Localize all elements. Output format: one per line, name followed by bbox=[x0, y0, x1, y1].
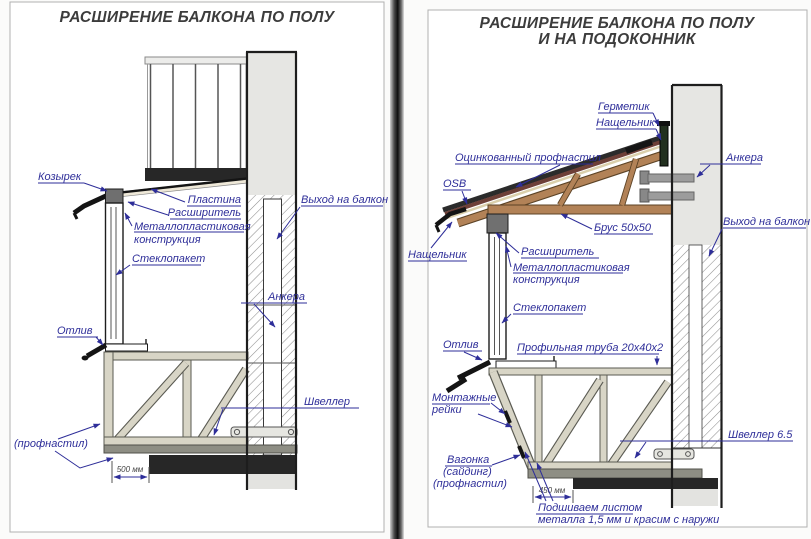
window-sill bbox=[496, 361, 556, 368]
wall-below bbox=[248, 474, 296, 489]
dimension-500-text: 500 мм bbox=[116, 465, 144, 474]
label-nashchelnik-top: Нащельник bbox=[596, 117, 655, 129]
truss-post bbox=[535, 375, 542, 462]
window-frame bbox=[489, 233, 506, 359]
page-fold-divider bbox=[390, 0, 404, 539]
label-steklopaket: Стеклопакет bbox=[132, 253, 206, 265]
right-panel-title-2: И НА ПОДОКОННИК bbox=[538, 31, 696, 48]
label-shveller: Швеллер 6.5 bbox=[728, 429, 793, 441]
wall-flashing-strip bbox=[660, 124, 668, 166]
horizontal-beam bbox=[488, 205, 672, 214]
hatched-wall bbox=[672, 245, 689, 448]
bottom-metal-bar bbox=[528, 469, 702, 478]
wall-section bbox=[672, 85, 722, 448]
label-metallo-1: Металлопластиковая bbox=[134, 221, 251, 233]
label-vagonka-2: (сайдинг) bbox=[443, 466, 492, 478]
channel-bracket bbox=[231, 427, 297, 437]
label-kozyrek: Козырек bbox=[38, 171, 82, 183]
label-nashchelnik-left: Нащельник bbox=[408, 249, 467, 261]
right-panel-title-1: РАСШИРЕНИЕ БАЛКОНА ПО ПОЛУ bbox=[479, 15, 755, 32]
label-metallo-1: Металлопластиковая bbox=[513, 262, 630, 274]
label-montazh-1: Монтажные bbox=[432, 392, 497, 404]
left-panel-title: РАСШИРЕНИЕ БАЛКОНА ПО ПОЛУ bbox=[59, 9, 335, 26]
bottom-metal-bar bbox=[104, 445, 297, 453]
label-ankera: Анкера bbox=[726, 152, 763, 164]
label-rasshiritel: Расширитель bbox=[521, 246, 595, 258]
truss-post bbox=[600, 375, 607, 462]
wall-section bbox=[246, 52, 297, 455]
truss-mid-post bbox=[183, 360, 191, 437]
left-panel bbox=[10, 2, 388, 532]
label-podshiv-1: Подшиваем листом bbox=[538, 502, 643, 514]
label-truba: Профильная труба 20х40х2 bbox=[517, 342, 664, 354]
label-vyhod: Выход на балкон bbox=[301, 194, 389, 206]
label-profnastil: (профнастил) bbox=[14, 438, 88, 450]
label-osb: OSB bbox=[443, 178, 467, 190]
label-vyhod: Выход на балкон bbox=[723, 216, 811, 228]
window-frame bbox=[106, 203, 124, 344]
door-opening bbox=[264, 199, 282, 455]
label-vagonka-1: Вагонка bbox=[447, 454, 490, 466]
truss-top-chord bbox=[104, 352, 248, 360]
window-sill bbox=[106, 344, 148, 351]
label-montazh-2: рейки bbox=[432, 404, 462, 416]
truss-left-post bbox=[104, 352, 113, 445]
bottom-slab bbox=[149, 455, 297, 474]
label-germetik: Герметик bbox=[598, 101, 650, 113]
expander-block bbox=[106, 189, 124, 203]
bottom-slab bbox=[573, 478, 718, 489]
label-vagonka-3: (профнастил) bbox=[433, 478, 507, 490]
label-metallo-2: конструкция bbox=[134, 234, 201, 246]
truss-bottom-chord bbox=[528, 462, 672, 469]
truss-top-chord bbox=[489, 368, 672, 375]
expander-block bbox=[487, 214, 508, 233]
dimension-450-text: 450 мм bbox=[538, 486, 566, 495]
label-otliv: Отлив bbox=[57, 325, 93, 337]
label-profnastil-ocink: Оцинкованный профнастил bbox=[455, 152, 601, 164]
label-rasshiritel: Расширитель bbox=[167, 207, 241, 219]
label-steklopaket: Стеклопакет bbox=[513, 302, 587, 314]
label-metallo-2: конструкция bbox=[513, 274, 580, 286]
right-panel bbox=[408, 10, 810, 527]
label-plastina: Пластина bbox=[187, 194, 241, 206]
label-brus: Брус 50х50 bbox=[594, 222, 651, 234]
label-podshiv-2: металла 1,5 мм и красим с наружи bbox=[538, 514, 720, 526]
label-ankera: Анкера bbox=[268, 291, 305, 303]
label-shveller: Швеллер bbox=[304, 396, 351, 408]
wall-below bbox=[673, 489, 718, 506]
label-otliv: Отлив bbox=[443, 339, 479, 351]
truss-bottom-chord bbox=[104, 437, 248, 445]
door-opening bbox=[689, 245, 702, 448]
